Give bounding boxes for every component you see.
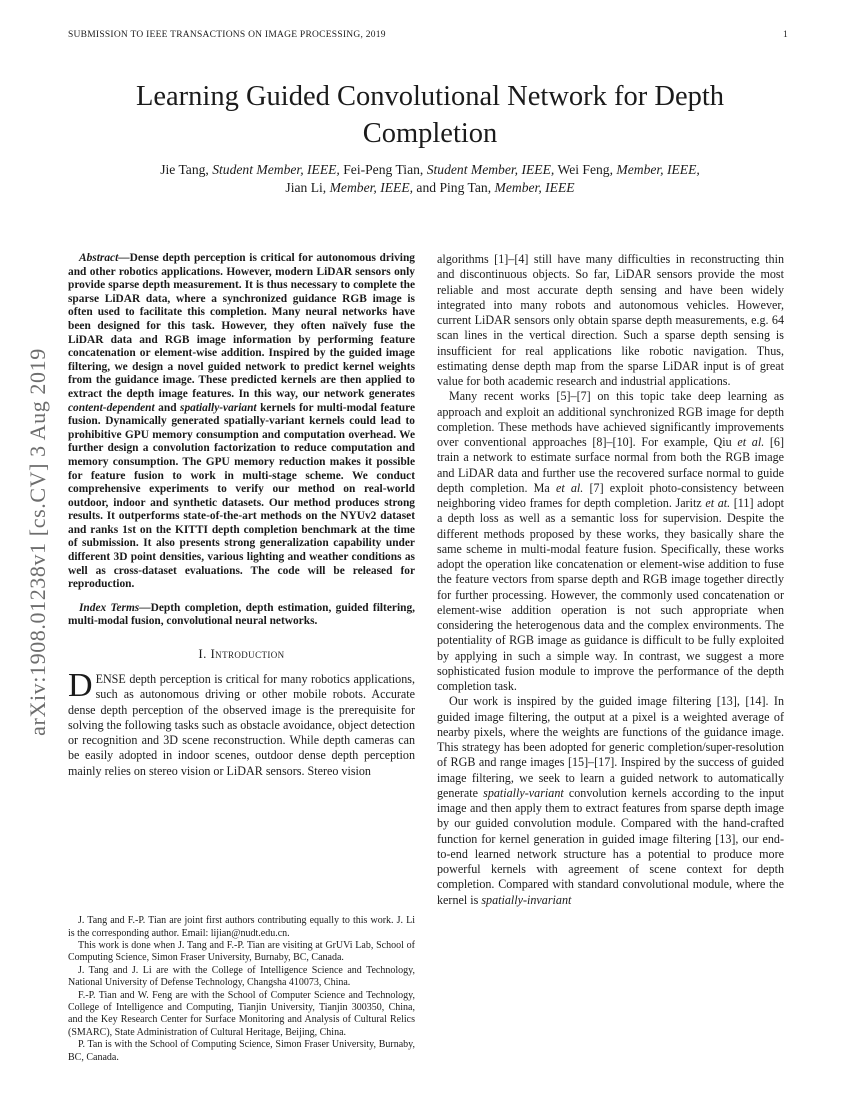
running-head-text: SUBMISSION TO IEEE TRANSACTIONS ON IMAGE PROCESSING, 2019 xyxy=(68,30,386,40)
index-terms-text: Depth completion, depth estimation, guided filtering, multi-modal fusion, convolutional neural networks. xyxy=(68,601,415,628)
footnote: This work is done when J. Tang and F.-P. Tian are visiting at GrUVi Lab, School of Computing Science, Simon Fraser University, Burnaby, BC, Canada. xyxy=(68,939,415,964)
footnote: F.-P. Tian and W. Feng are with the School of Computer Science and Technology, College of Intelligence and Computing, Tianjin University, Tianjin 300350, China, and the Key Research Center for Surface Monitoring and Analysis of Cultural Relics (SMARC), State Administration of Cultural Heritage, Beijing, China. xyxy=(68,989,415,1038)
dropcap-letter: D xyxy=(68,667,93,705)
intro-paragraph-text: depth perception is critical for many robotics applications, such as autonomous driving or other mobile robots. Accurate dense depth perception of the observed image is the prerequisite for solving the following tasks such as obstacle avoidance, object detection or recognition and 3D scene reconstruction. While depth cameras can be easily adopted in indoor scenes, outdoor dense depth perception mainly relies on stereo vision or LiDAR sensors. Stereo vision xyxy=(68,672,415,778)
intro-first-word-rest: ENSE xyxy=(95,672,126,687)
footnotes-block xyxy=(68,915,415,1064)
body-paragraph: algorithms [1]–[4] still have many difficulties in reconstructing thin and discontinuous objects. So far, LiDAR sensors provide the most reliable and most accurate depth sensing and have been widely integrated into many robots and autonomous vehicles. However, current LiDAR sensors only obtain sparse depth measurements, e.g. 64 scan lines in the vertical direction. Such a sparse depth sensing is insufficient for real applications like robotic navigation. Thus, estimating dense depth map from the sparse LiDAR input is of great value for both academic research and industrial applications. xyxy=(437,252,784,388)
abstract-text: Dense depth perception is critical for autonomous driving and other robotics applications. However, modern LiDAR sensors only provide sparse depth measurement. It is thus necessary to complete the sparse LiDAR data, where a synchronized guidance RGB image is often used to facilitate this completion. Many neural networks have been designed for this task. However, they often naïvely fuse the LiDAR data and RGB image information by performing feature concatenation or element-wise addition. Inspired by the guided image filtering, we design a novel guided network to predict kernel weights from the guidance image. These predicted kernels are then applied to extract the depth image features. In this way, our network generates content-dependent and spatially-variant kernels for multi-modal feature fusion. Dynamically generated spatially-variant kernels could lead to prohibitive GPU memory consumption and computation overhead. We further design a convolution factorization to reduce computation and memory consumption. The GPU memory reduction makes it possible for feature fusion to work in multi-stage scheme. We conduct comprehensive experiments to verify our method on real-world outdoor, indoor and synthetic datasets. Our method produces strong results. It outperforms state-of-the-art methods on the NYUv2 dataset and ranks 1st on the KITTI depth completion benchmark at the time of submission. It also presents strong generalization capability under different 3D point densities, various lighting and weather conditions as well as cross-dataset evaluations. The code will be released for reproduction. xyxy=(68,252,416,591)
authors-block xyxy=(80,161,780,196)
index-terms-label: Index Terms— xyxy=(79,601,151,614)
authors-line-2: Jian Li, Member, IEEE, and Ping Tan, Member, IEEE xyxy=(285,179,575,195)
page-number: 1 xyxy=(783,30,788,40)
left-column xyxy=(68,252,415,1064)
body-columns xyxy=(68,252,784,1064)
body-paragraph: Our work is inspired by the guided image filtering [13], [14]. In guided image filtering, the output at a pixel is a weighted average of nearby pixels, where the weights are functions of the guidance image. This strategy has been adopted for generic completion/super-resolution of RGB and range images [15]–[17]. Inspired by the success of guided image filtering, we seek to learn a guided network to automatically generate spatially-variant convolution kernels according to the input image and then apply them to extract features from sparse depth image by our guided convolution module. Compared with the hand-crafted function for kernel generation in guided image filtering [13], our end-to-end learned network structure has a potential to produce more powerful kernels with agreement of scene context for depth completion. Compared with standard convolutional module, where the kernel is spatially-invariant xyxy=(437,694,785,907)
section-heading-introduction: I. Introduction xyxy=(198,646,285,662)
footnote: J. Tang and F.-P. Tian are joint first authors contributing equally to this work. J. Li is the corresponding author. Email: lijian@nudt.edu.cn. xyxy=(68,915,415,939)
authors-line-1: Jie Tang, Student Member, IEEE, Fei-Peng Tian, Student Member, IEEE, Wei Feng, Member, IEEE, xyxy=(160,162,700,177)
abstract-label: Abstract— xyxy=(79,252,130,264)
running-head xyxy=(68,30,788,40)
right-column xyxy=(437,252,784,1064)
body-paragraph: Many recent works [5]–[7] on this topic take deep learning as approach and exploit an additional synchronized RGB image for depth completion. These methods have achieved significantly improvements over conventional approaches [8]–[10]. For example, Qiu et al. [6] train a network to estimate surface normal from both the RGB image and LiDAR data and further use the recovered surface normal to guide depth completion. Ma et al. [7] exploit photo-consistency between neighboring video frames for depth completion. Jaritz et at. [11] adopt a depth loss as well as a semantic loss for supervision. Despite the different methods proposed by these works, they basically share the same scheme in multi-modal feature fusion. Specifically, these works adopt the operation like concatenation or element-wise addition to fuse the feature vectors from sparse depth and RGB image together directly for further processing. However, the commonly used concatenation or element-wise addition operation is not such appropriate when considering the heterogenous data and the complex environments. The potentiality of RGB image as guidance is difficult to be fully exploited by applying in such a simple way. In contrast, we suggest a more sophisticated fusion module to improve the performance of the depth completion task. xyxy=(437,389,785,693)
title-block xyxy=(90,78,770,152)
paper-title: Learning Guided Convolutional Network for Depth Completion xyxy=(135,81,725,149)
arxiv-stamp: arXiv:1908.01238v1 [cs.CV] 3 Aug 2019 xyxy=(25,348,50,736)
index-terms xyxy=(68,602,415,629)
footnote: J. Tang and J. Li are with the College of Intelligence Science and Technology, National University of Defense Technology, Changsha 410073, China. xyxy=(68,964,415,989)
footnote: P. Tan is with the School of Computing Science, Simon Fraser University, Burnaby, BC, Canada. xyxy=(68,1039,415,1063)
abstract xyxy=(68,252,415,592)
intro-paragraph xyxy=(68,667,415,779)
